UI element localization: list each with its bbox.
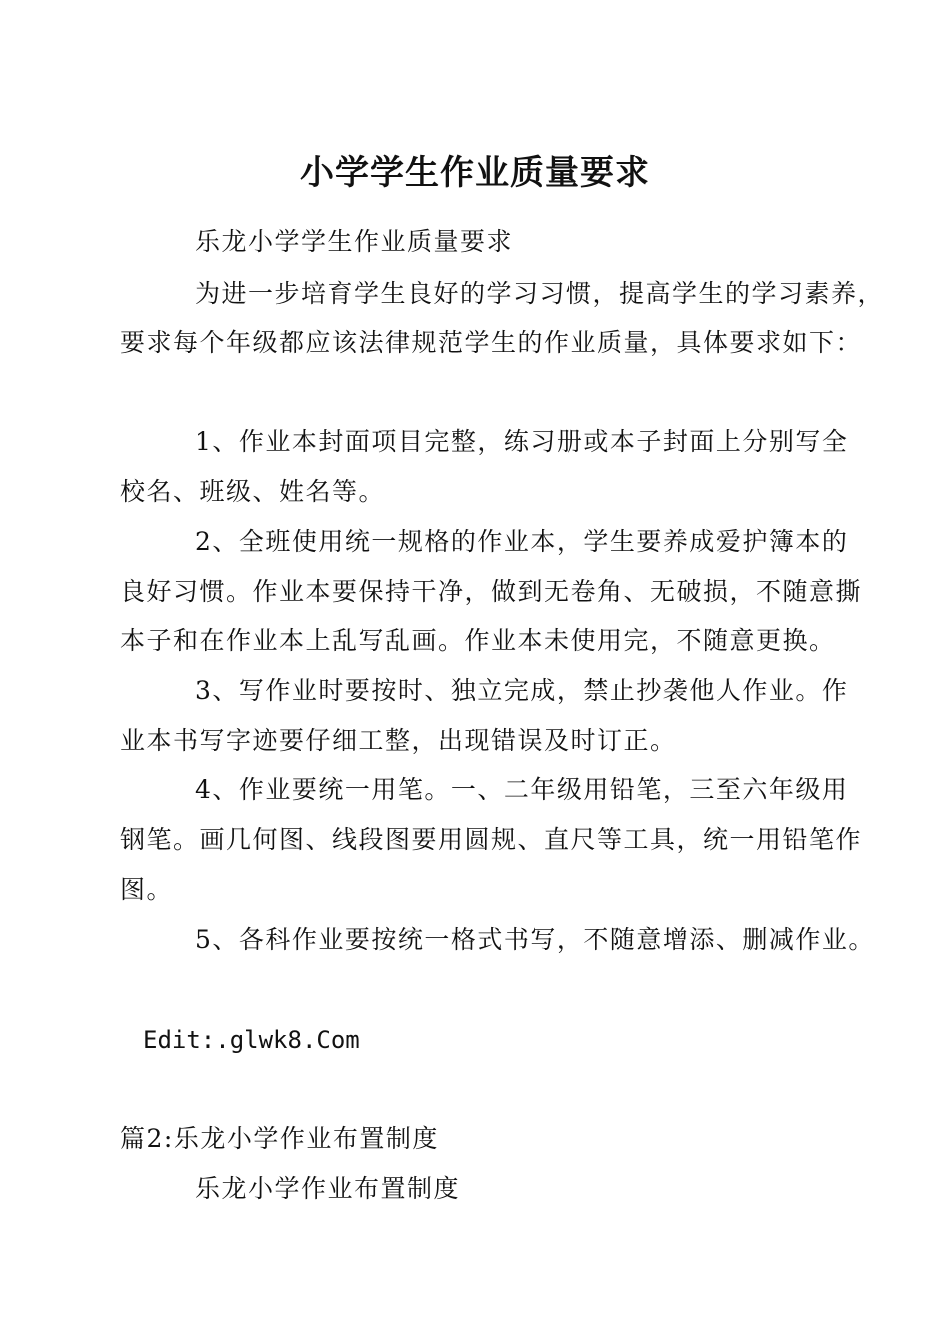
- item-2-line-2: 良好习惯。作业本要保持干净，做到无卷角、无破损，不随意撕: [120, 577, 863, 606]
- document-title: 小学学生作业质量要求: [300, 153, 650, 193]
- item-4-line-2: 钢笔。画几何图、线段图要用圆规、直尺等工具，统一用铅笔作: [120, 825, 863, 854]
- item-3-line-2: 业本书写字迹要仔细工整，出现错误及时订正。: [120, 726, 677, 755]
- item-3-line-1: 3、写作业时要按时、独立完成，禁止抄袭他人作业。作: [195, 676, 849, 705]
- edit-note: Edit:.glwk8.Com: [143, 1026, 360, 1054]
- item-1-line-2: 校名、班级、姓名等。: [120, 477, 386, 506]
- item-2-line-1: 2、全班使用统一规格的作业本，学生要养成爱护簿本的: [195, 527, 849, 556]
- document-subtitle: 乐龙小学学生作业质量要求: [195, 227, 514, 256]
- item-4-line-3: 图。: [120, 875, 174, 904]
- item-2-line-3: 本子和在作业本上乱写乱画。作业本未使用完，不随意更换。: [120, 626, 836, 655]
- item-5-line-1: 5、各科作业要按统一格式书写，不随意增添、删减作业。: [195, 925, 875, 954]
- section2-subtitle: 乐龙小学作业布置制度: [195, 1174, 461, 1203]
- intro-line-1: 为进一步培育学生良好的学习习惯，提高学生的学习素养，: [195, 279, 885, 308]
- item-1-line-1: 1、作业本封面项目完整，练习册或本子封面上分别写全: [195, 427, 849, 456]
- item-4-line-1: 4、作业要统一用笔。一、二年级用铅笔，三至六年级用: [195, 775, 849, 804]
- section2-heading: 篇2:乐龙小学作业布置制度: [120, 1124, 439, 1153]
- intro-line-2: 要求每个年级都应该法律规范学生的作业质量，具体要求如下：: [120, 328, 863, 357]
